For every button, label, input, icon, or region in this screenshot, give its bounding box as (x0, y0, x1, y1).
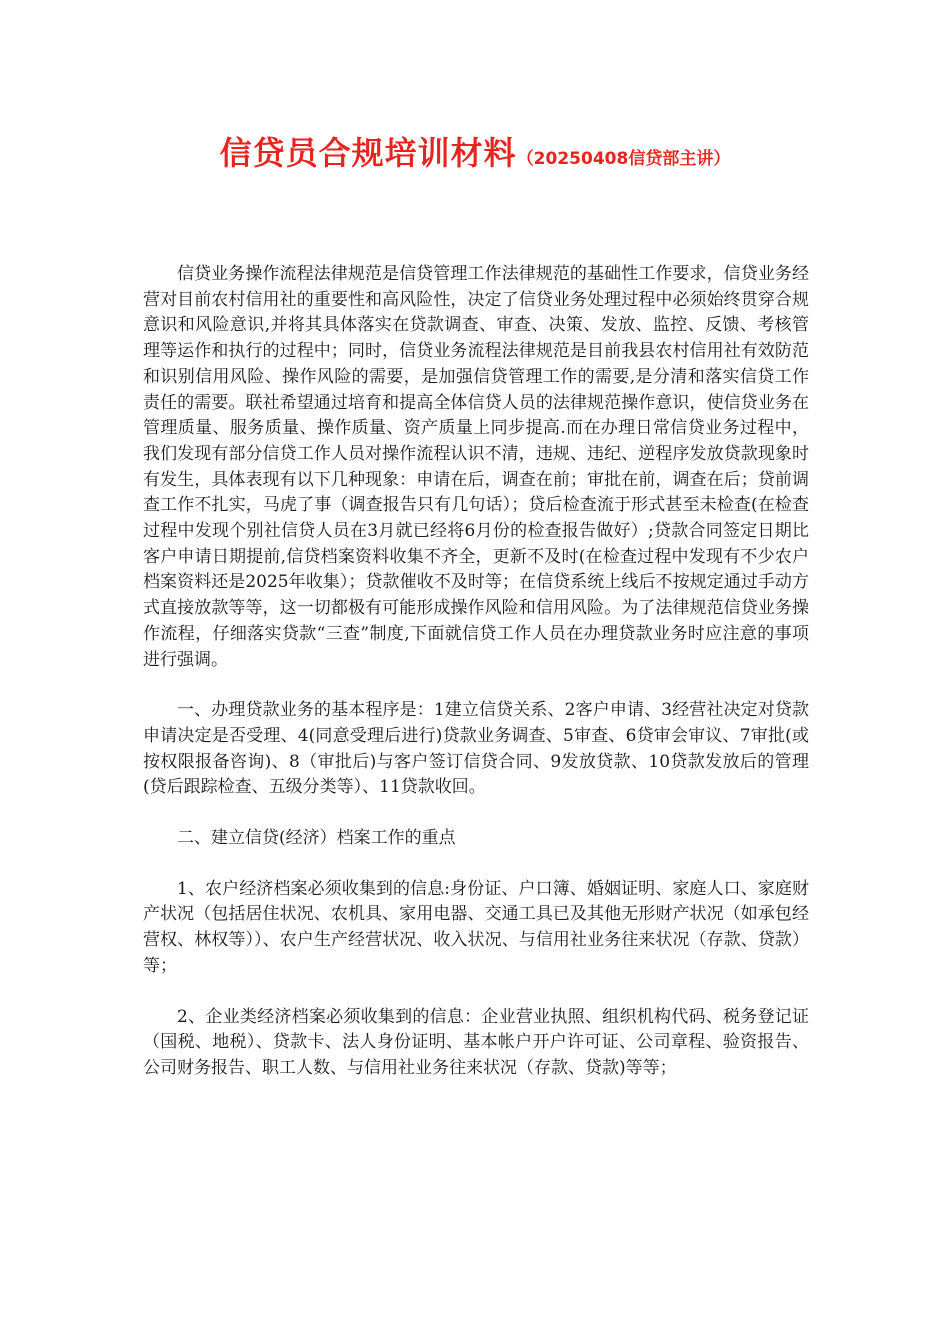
paragraph-farmer-archive: 1、农户经济档案必须收集到的信息:身份证、户口簿、婚姻证明、家庭人口、家庭财产状况（包括居住状况、农机具、家用电器、交通工具已及其他无形财产状况（如承包经营权、林权等））、农户生产经营状况、收入状况、与信用社业务往来状况（存款、贷款）等； (143, 878, 809, 976)
title-main: 信贷员合规培训材料 (219, 134, 517, 172)
document-title (0, 128, 950, 174)
paragraph-enterprise-archive: 2、企业类经济档案必须收集到的信息：企业营业执照、组织机构代码、税务登记证（国税、地税）、贷款卡、法人身份证明、基本帐户开户许可证、公司章程、验资报告、公司财务报告、职工人数、与信用社业务往来状况（存款、贷款)等等； (143, 1006, 809, 1078)
paragraph-section-2-heading: 二、建立信贷(经济）档案工作的重点 (177, 828, 456, 849)
title-subtitle: （20250408信贷部主讲） (516, 149, 731, 169)
paragraph-section-1: 一、办理贷款业务的基本程序是：1建立信贷关系、2客户申请、3经营社决定对贷款申请决定是否受理、4(同意受理后进行)贷款业务调查、5审查、6贷审会审议、7审批(或按权限报备咨询)、8（审批后)与客户签订信贷合同、9发放贷款、10贷款发放后的管理(贷后跟踪检查、五级分类等）、11贷款收回。 (143, 700, 809, 798)
document-body (143, 262, 809, 1107)
paragraph-intro: 信贷业务操作流程法律规范是信贷管理工作法律规范的基础性工作要求，信贷业务经营对目前农村信用社的重要性和高风险性，决定了信贷业务处理过程中必须始终贯穿合规意识和风险意识,并将其具体落实在贷款调查、审查、决策、发放、监控、反馈、考核管理等运作和执行的过程中；同时，信贷业务流程法律规范是目前我县农村信用社有效防范和识别信用风险、操作风险的需要，是加强信贷管理工作的需要,是分清和落实信贷工作责任的需要。联社希望通过培育和提高全体信贷人员的法律规范操作意识，使信贷业务在管理质量、服务质量、操作质量、资产质量上同步提高.而在办理日常信贷业务过程中，我们发现有部分信贷工作人员对操作流程认识不清，违规、违纪、逆程序发放贷款现象时有发生，具体表现有以下几种现象：申请在后，调查在前；审批在前，调查在后；贷前调查工作不扎实，马虎了事（调查报告只有几句话）；贷后检查流于形式甚至未检查(在检查过程中发现个别社信贷人员在3月就已经将6月份的检查报告做好）;贷款合同签定日期比客户申请日期提前,信贷档案资料收集不齐全，更新不及时(在检查过程中发现有不少农户档案资料还是2025年收集）；贷款催收不及时等；在信贷系统上线后不按规定通过手动方式直接放款等等，这一切都极有可能形成操作风险和信用风险。为了法律规范信贷业务操作流程，仔细落实贷款“三查”制度,下面就信贷工作人员在办理贷款业务时应注意的事项进行强调。 (143, 264, 809, 670)
